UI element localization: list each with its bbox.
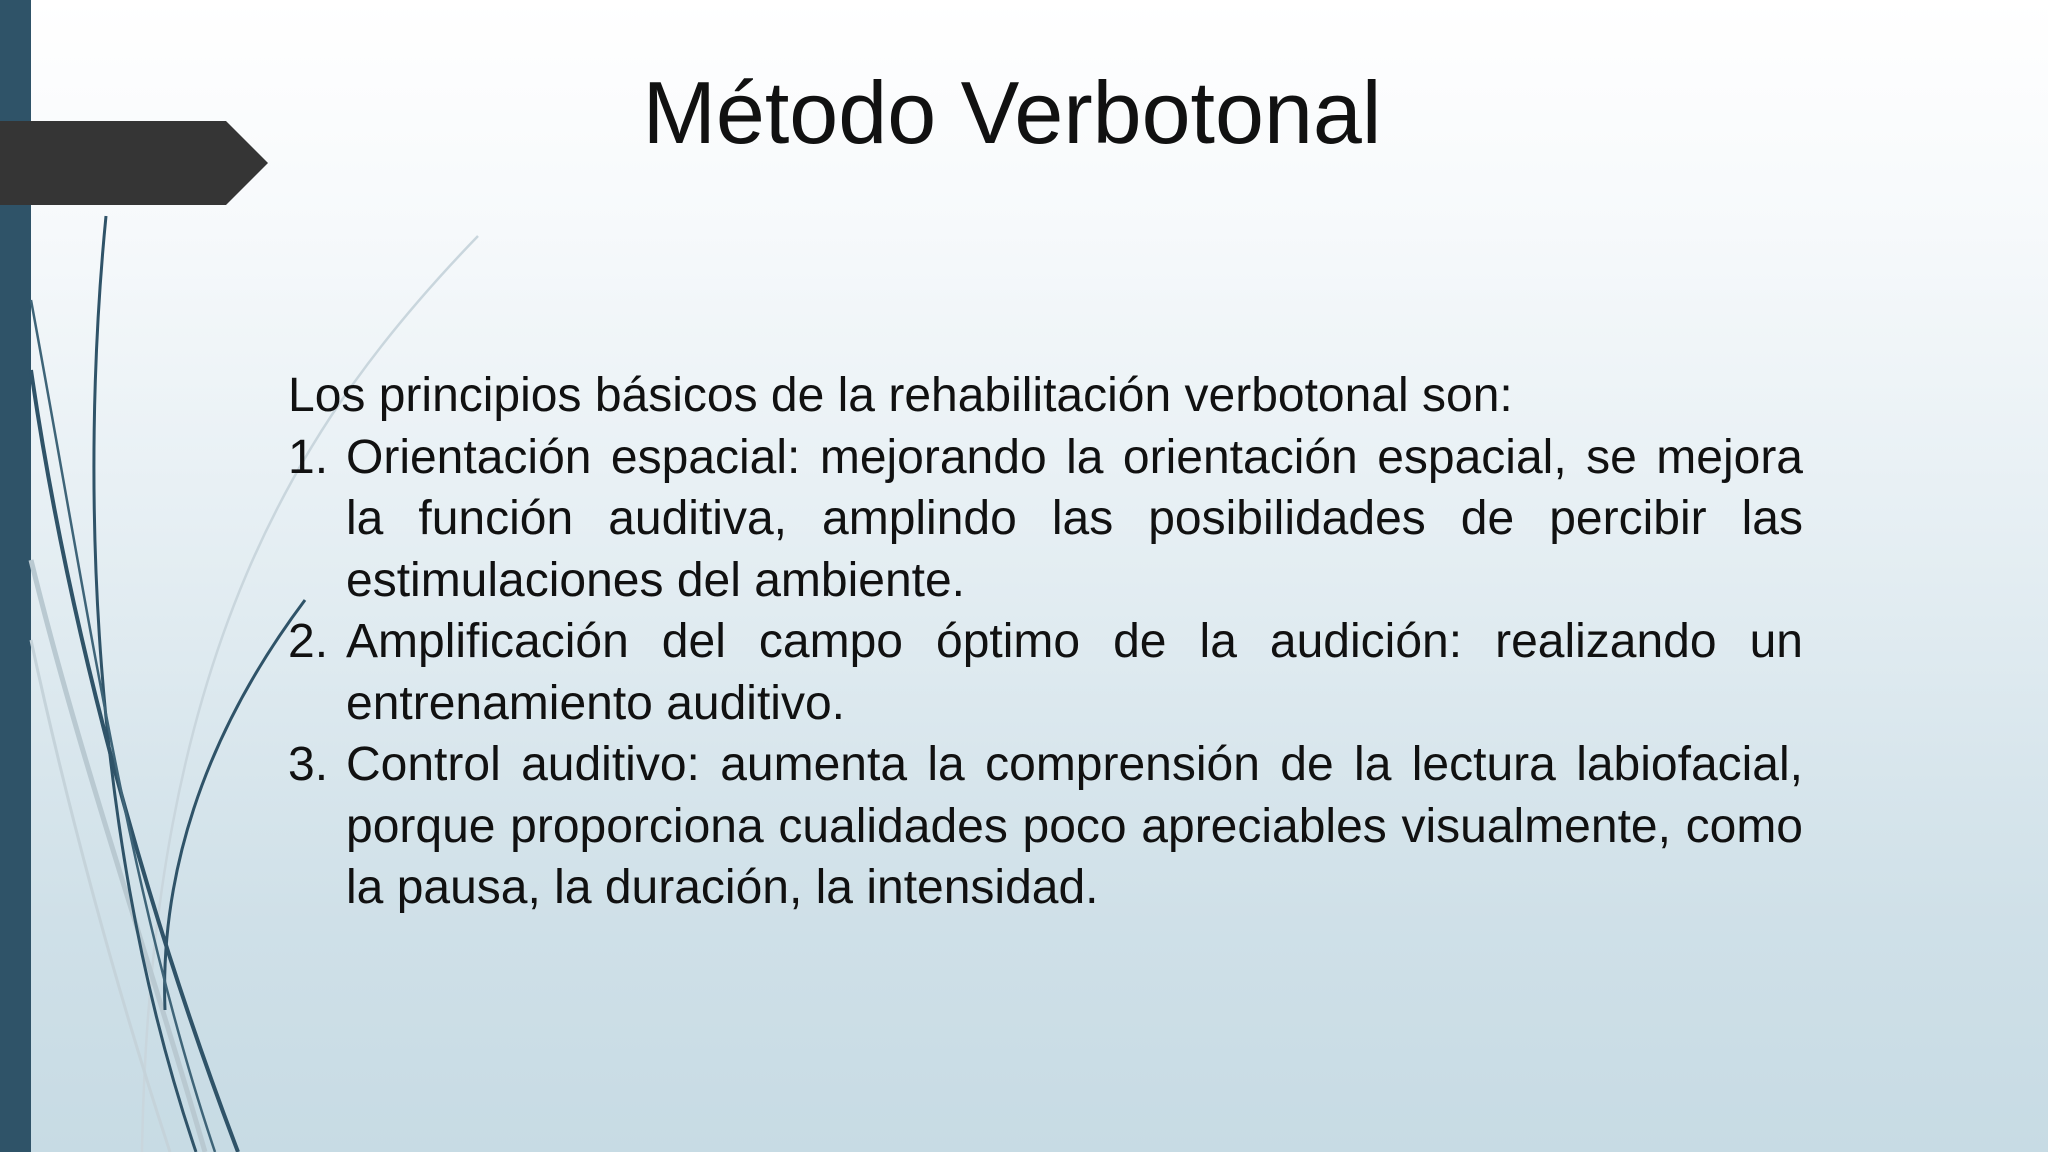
dark-curve-1 [94,216,196,1152]
list-item-text: Control auditivo: aumenta la comprensión de la lectura labiofacial, porque proporciona cualidades poco apreciables visualmente, como la pausa, la duración, la intensidad. [346,738,1803,914]
list-number: 2. [288,615,329,668]
intro-text: Los principios básicos de la rehabilitación verbotonal son: [288,369,1513,422]
dark-curve-3 [165,600,305,1010]
slide-title: Método Verbotonal [642,63,1382,162]
list-number: 1. [288,430,329,484]
list-item [288,611,1803,734]
slide-body [288,365,1803,919]
principles-list [288,427,1803,919]
list-number: 3. [288,738,329,791]
list-item-text: Amplificación del campo óptimo de la audición: realizando un entrenamiento auditivo. [346,615,1803,730]
dark-curve-4 [31,300,215,1152]
list-item-text: Orientación espacial: mejorando la orientación espacial, se mejora la función auditiva, amplindo las posibilidades de percibir las estimulaciones del ambiente. [346,430,1803,607]
list-item [288,427,1803,612]
list-item [288,734,1803,919]
